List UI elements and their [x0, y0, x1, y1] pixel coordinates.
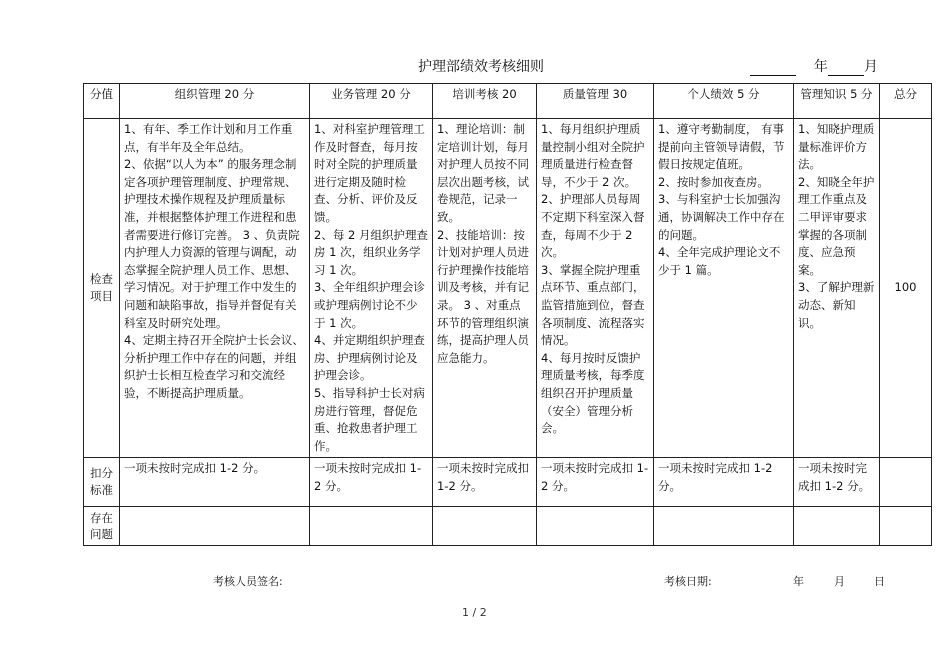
- header-business-management: 业务管理 20 分: [310, 84, 433, 119]
- signer-label: 考核人员签名:: [213, 575, 283, 588]
- issues-org-management[interactable]: [120, 507, 310, 546]
- check-items-label: 检查 项目: [84, 119, 120, 458]
- check-business-management: 1、对科室护理管理工作及时督查，每月按时对全院的护理质量进行定期及随时检查、分析、评价及反馈。 2、每 2 月组织护理查房 1 次，组织业务学习 1 次。 3、全年组织护理会诊或护理病例讨论不少于 1 次。 4、并定期组织护理查房、护理病例讨论及护理会诊。 5、指导科护士长对病房进行管理，督促危重、抢救患者护理工作。: [310, 119, 433, 458]
- penalty-quality-management: 一项未按时完成扣 1-2 分。: [537, 458, 654, 507]
- issues-total[interactable]: [880, 507, 932, 546]
- check-training-assessment: 1、理论培训：制定培训计划，每月对护理人员按不同层次出题考核，试卷规范，记录一致。 2、技能培训：按计划对护理人员进行护理操作技能培训及考核，并有记录。 3 、对重点环节的管理组织演练，提高护理人员应急能力。: [433, 119, 537, 458]
- document-title: 护理部绩效考核细则: [418, 59, 544, 75]
- penalty-org-management: 一项未按时完成扣 1-2 分。: [120, 458, 310, 507]
- issues-label: 存在 问题: [84, 507, 120, 546]
- header-quality-management: 质量管理 30: [537, 84, 654, 119]
- assessment-date-label: 考核日期:: [664, 575, 712, 588]
- header-score: 分值: [84, 84, 120, 119]
- header-org-management: 组织管理 20 分: [120, 84, 310, 119]
- year-label: 年: [813, 59, 828, 75]
- header-total: 总分: [880, 84, 932, 119]
- check-quality-management: 1、每月组织护理质量控制小组对全院护理质量进行检查督导，不少于 2 次。 2、护理部人员每周不定期下科室深入督查，每周不少于 2 次。 3、掌握全院护理重点环节、重点部门，监管措施到位，督查各项制度、流程落实情况。 4、每月按时反馈护理质量考核，每季度组织召开护理质量（安全）管理分析会。: [537, 119, 654, 458]
- page-number: 1 / 2: [462, 606, 487, 619]
- penalty-training-assessment: 一项未按时完成扣 1-2 分。: [433, 458, 537, 507]
- penalty-management-knowledge: 一项未按时完成扣 1-2 分。: [794, 458, 880, 507]
- issues-training-assessment[interactable]: [433, 507, 537, 546]
- assessment-table: [83, 83, 932, 546]
- issues-business-management[interactable]: [310, 507, 433, 546]
- date-fill-line: [750, 56, 878, 76]
- penalty-total-empty: [880, 458, 932, 507]
- check-personal-performance: 1、遵守考勤制度， 有事提前向主管领导请假，节假日按规定值班。 2、按时参加夜查房。 3、与科室护士长加强沟通，协调解决工作中存在的问题。 4、全年完成护理论文不少于 1 篇。: [654, 119, 794, 458]
- issues-quality-management[interactable]: [537, 507, 654, 546]
- header-management-knowledge: 管理知识 5 分: [794, 84, 880, 119]
- penalty-personal-performance: 一项未按时完成扣 1-2 分。: [654, 458, 794, 507]
- check-org-management: 1、有年、季工作计划和月工作重点，有半年及全年总结。 2、依据“以人为本” 的服务理念制定各项护理管理制度、护理常规、护理技术操作规程及护理质量标准，并根据整体护理工作进程和患者需要进行修订完善。 3 、负责院内护理人力资源的管理与调配，动态掌握全院护理人员工作、思想、学习情况。对于护理工作中发生的问题和缺陷事故，指导并督促有关科室及时研究处理。 4、定期主持召开全院护士长会议、分析护理工作中存在的问题，并组织护士长相互检查学习和交流经验，不断提高护理质量。: [120, 119, 310, 458]
- footer-year: 年: [793, 575, 804, 588]
- check-management-knowledge: 1、知晓护理质量标准评价方法。 2、知晓全年护理工作重点及二甲评审要求掌握的各项制度、应急预案。 3、了解护理新动态、新知识。: [794, 119, 880, 458]
- issues-personal-performance[interactable]: [654, 507, 794, 546]
- issues-management-knowledge[interactable]: [794, 507, 880, 546]
- penalty-label: 扣分 标准: [84, 458, 120, 507]
- month-label: 月: [863, 59, 878, 75]
- check-items-row: [84, 119, 932, 458]
- header-row: [84, 84, 932, 119]
- penalty-row: [84, 458, 932, 507]
- total-score: 100: [880, 119, 932, 458]
- issues-row: [84, 507, 932, 546]
- header-training-assessment: 培训考核 20: [433, 84, 537, 119]
- footer-month: 月: [834, 575, 845, 588]
- penalty-business-management: 一项未按时完成扣 1-2 分。: [310, 458, 433, 507]
- footer-day: 日: [874, 575, 885, 588]
- header-personal-performance: 个人绩效 5 分: [654, 84, 794, 119]
